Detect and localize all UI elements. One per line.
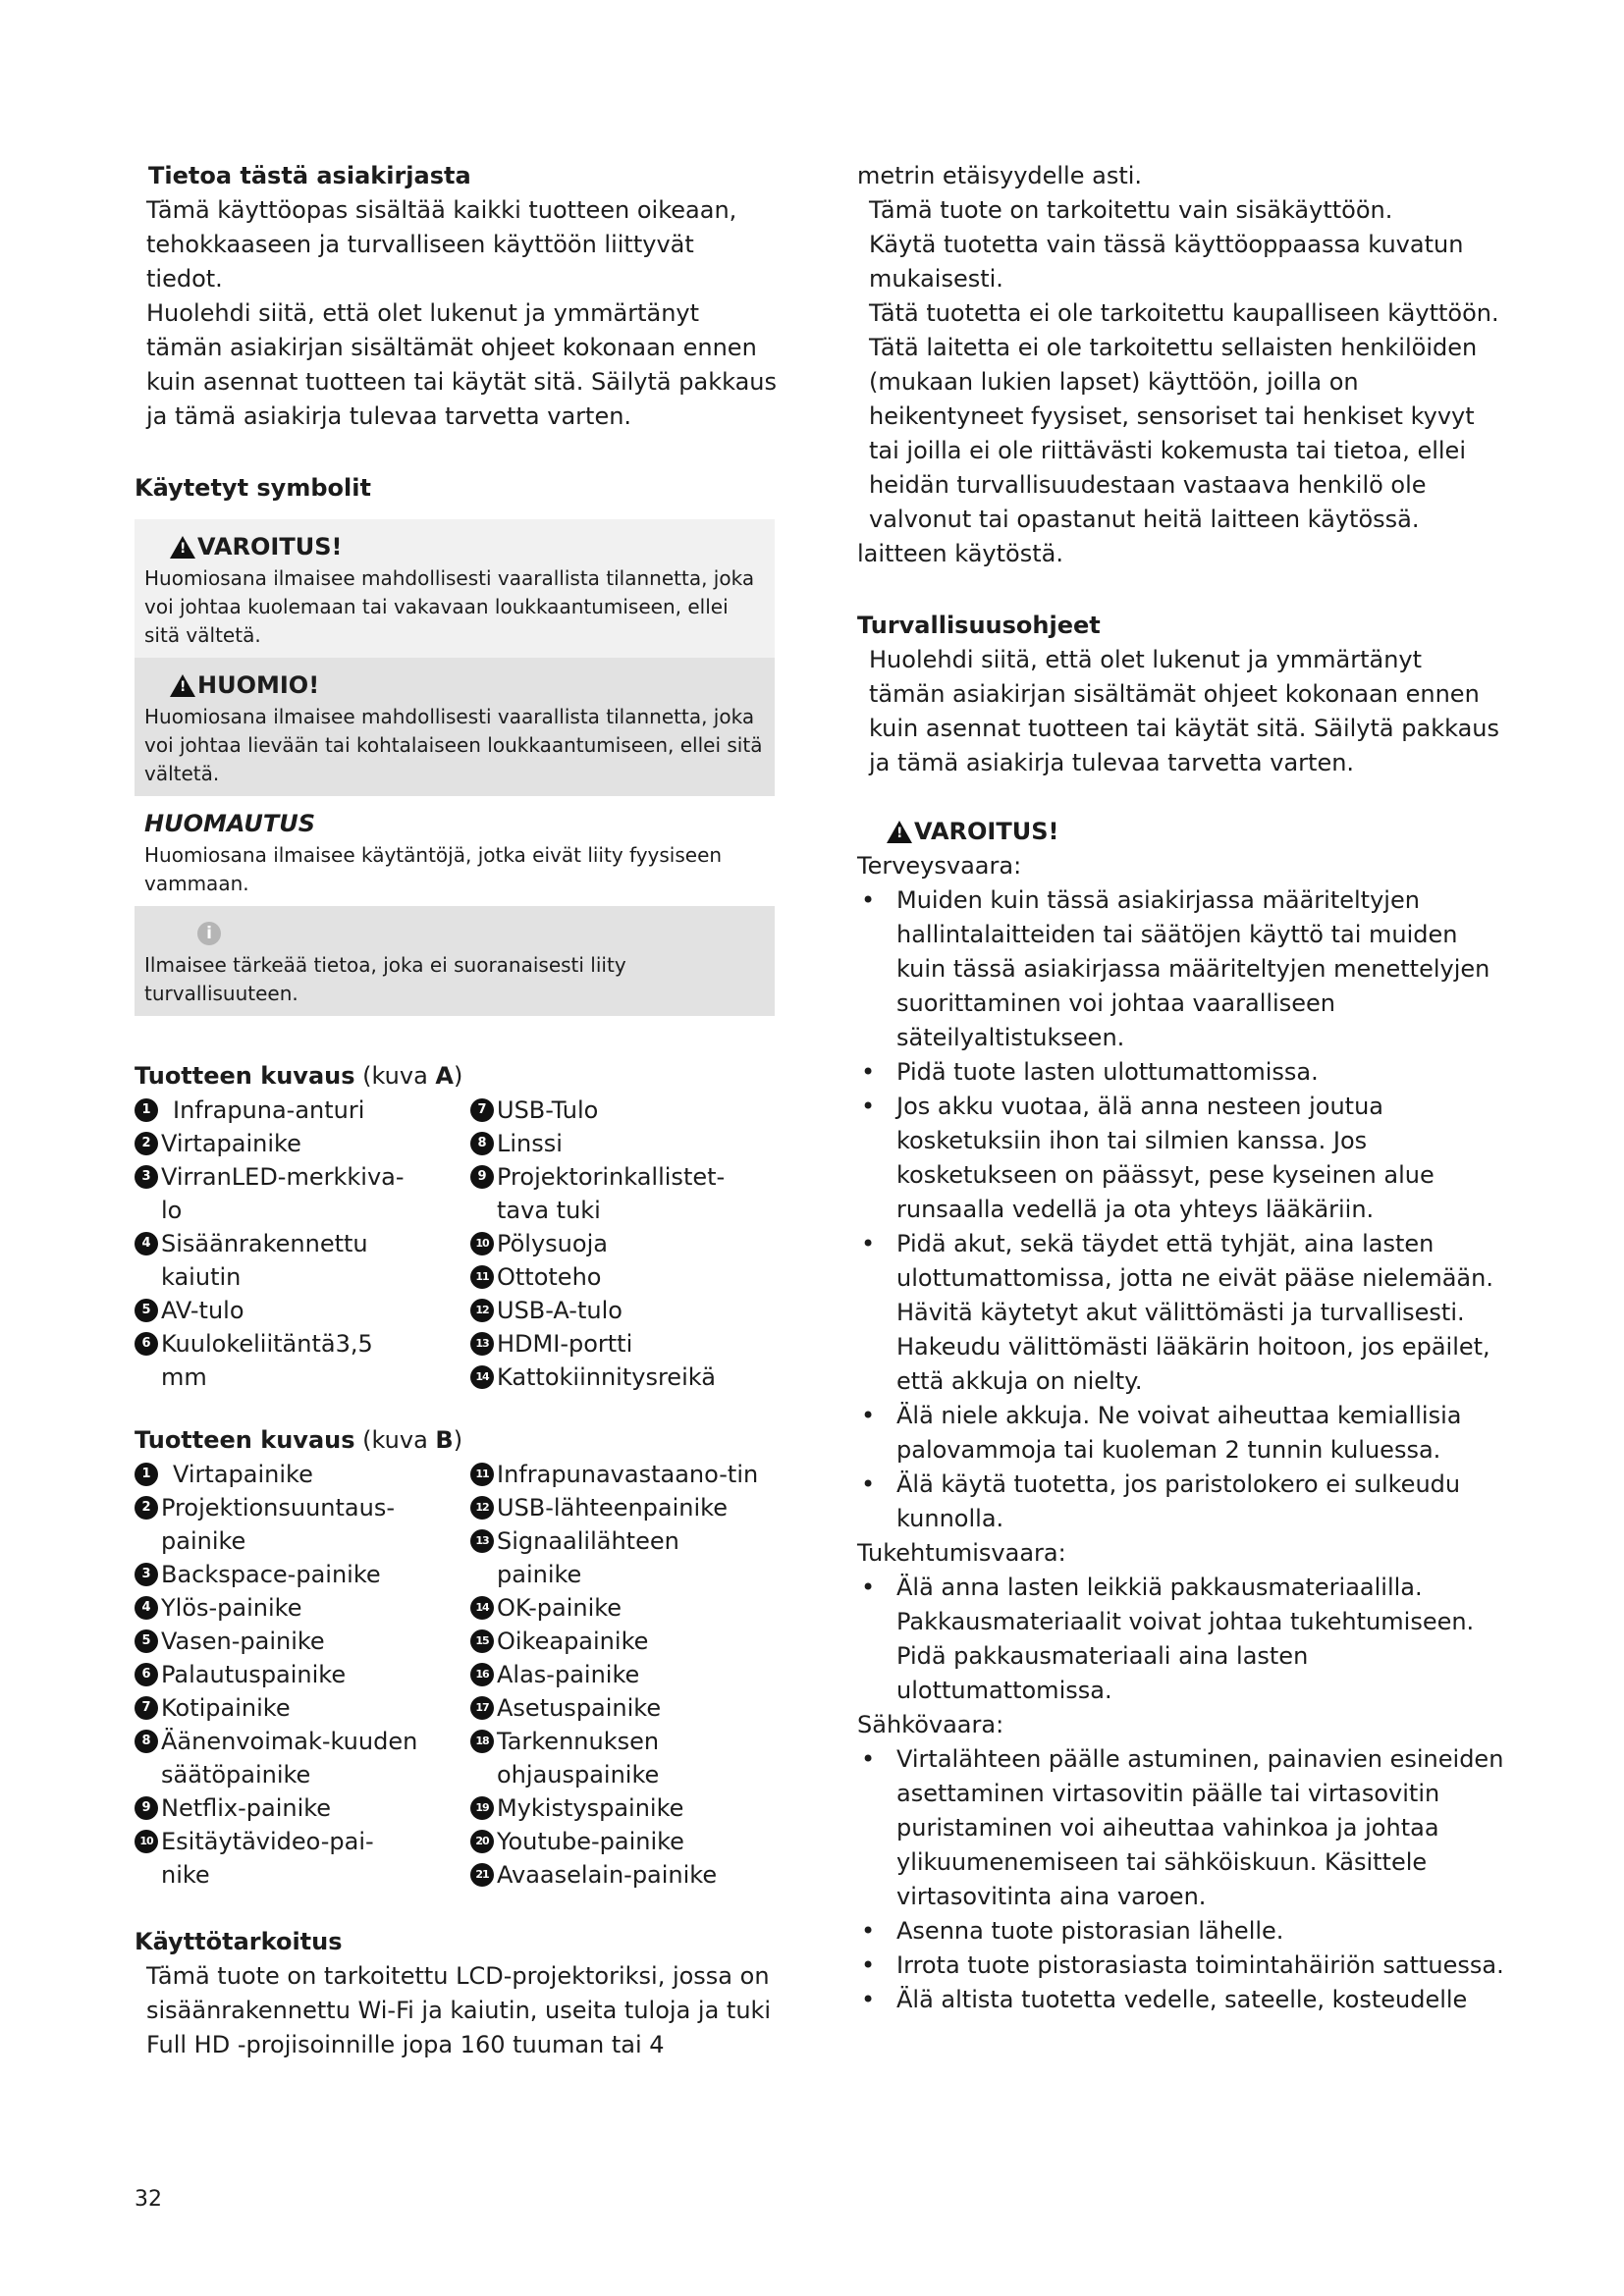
symbol-caution-title: HUOMIO! [197, 671, 320, 699]
purpose-paragraph-3: Käytä tuotetta vain tässä käyttöoppaassa kuvatun mukaisesti. [869, 231, 1464, 293]
list-item: • Jos akku vuotaa, älä anna nesteen joutua kosketuksiin ihon tai silmien kanssa. Jos kosketukseen on päässyt, pese kyseinen alue runsaalla vedellä ja ota yhteys lääkäriin. [857, 1090, 1505, 1227]
purpose-paragraph-4: Tätä tuotetta ei ole tarkoitettu kaupalliseen käyttöön. [869, 299, 1499, 327]
list-item: 20 Youtube-painike [470, 1825, 778, 1858]
purpose-paragraph-1-continued: metrin etäisyydelle asti. [857, 162, 1143, 189]
health-hazard-list [857, 883, 1505, 1536]
list-item: • Irrota tuote pistorasiasta toimintahäiriön sattuessa. [857, 1949, 1505, 1983]
list-item: • Älä anna lasten leikkiä pakkausmateriaalilla. Pakkausmateriaalit voivat johtaa tukehtumiseen. Pidä pakkausmateriaali aina lasten ulottumattomissa. [857, 1571, 1505, 1708]
list-item: 7 USB-Tulo [470, 1094, 778, 1127]
safety-warning-title: ! VAROITUS! [857, 814, 1505, 849]
purpose-paragraph-2: Tämä tuote on tarkoitettu vain sisäkäyttöön. [869, 196, 1393, 224]
list-item: 6 Palautuspainike [135, 1658, 470, 1691]
warning-triangle-icon [170, 536, 195, 559]
symbol-notice-title: HUOMAUTUS [144, 810, 315, 837]
product-b-title: Tuotteen kuvaus (kuva B) [135, 1426, 463, 1454]
symbol-warning-title: VAROITUS! [197, 533, 343, 561]
list-item: • Älä niele akkuja. Ne voivat aiheuttaa kemiallisia palovammoja tai kuoleman 2 tunnin kuluessa. [857, 1399, 1505, 1468]
choke-hazard-list [857, 1571, 1505, 1708]
info-icon: i [197, 922, 221, 945]
list-item: 6 Kuulokeliitäntä3,5 mm [135, 1327, 470, 1394]
list-item: 5 Vasen-painike [135, 1625, 470, 1658]
list-item: 11 Infrapunavastaano-tin [470, 1458, 778, 1491]
list-item: • Asenna tuote pistorasian lähelle. [857, 1914, 1505, 1949]
list-item: 10 Pölysuoja [470, 1227, 778, 1260]
list-item: • Älä altista tuotetta vedelle, sateelle, kosteudelle [857, 1983, 1505, 2017]
about-paragraph-2: Huolehdi siitä, että olet lukenut ja ymmärtänyt tämän asiakirjan sisältämät ohjeet kokonaan ennen kuin asennat tuotteen tai käytät sitä. Säilytä pakkaus ja tämä asiakirja tulevaa tarvetta varten. [146, 299, 777, 430]
list-item: 4 Ylös-painike [135, 1591, 470, 1625]
electric-hazard-list [857, 1742, 1505, 2017]
about-paragraph-1: Tämä käyttöopas sisältää kaikki tuotteen oikeaan, tehokkaaseen ja turvalliseen käyttöön liittyvät tiedot. [146, 196, 737, 293]
list-item: 3 Backspace-painike [135, 1558, 470, 1591]
list-item: 12 USB-lähteenpainike [470, 1491, 778, 1524]
symbols-heading: Käytetyt symbolit [135, 474, 371, 502]
right-column [857, 159, 1505, 2017]
list-item: 9 Netflix-painike [135, 1791, 470, 1825]
symbol-info [135, 906, 775, 1016]
symbol-notice [135, 796, 775, 906]
product-a-col2 [470, 1094, 778, 1394]
list-item: • Pidä tuote lasten ulottumattomissa. [857, 1055, 1505, 1090]
left-column [135, 159, 778, 2062]
list-item: 14 OK-painike [470, 1591, 778, 1625]
safety-intro: Huolehdi siitä, että olet lukenut ja ymmärtänyt tämän asiakirjan sisältämät ohjeet kokonaan ennen kuin asennat tuotteen tai käytät sitä. Säilytä pakkaus ja tämä asiakirja tulevaa tarvetta varten. [869, 646, 1499, 776]
list-item: 1 Virtapainike [135, 1458, 470, 1491]
caution-triangle-icon [170, 674, 195, 697]
purpose-paragraph-1: Tämä tuote on tarkoitettu LCD-projektoriksi, jossa on sisäänrakennettu Wi-Fi ja kaiutin, useita tuloja ja tuki Full HD -projisoinnille jopa 160 tuuman tai 4 [146, 1962, 772, 2058]
page-number: 32 [135, 2187, 162, 2212]
list-item: 5 AV-tulo [135, 1294, 470, 1327]
product-a-list [135, 1094, 778, 1394]
purpose-paragraph-6: laitteen käytöstä. [857, 540, 1063, 567]
symbol-caution-text: Huomiosana ilmaisee mahdollisesti vaarallista tilannetta, joka voi johtaa lievään tai kohtalaiseen loukkaantumiseen, ellei sitä vältetä. [144, 705, 763, 785]
list-item: • Virtalähteen päälle astuminen, painavien esineiden asettaminen virtasovitin päälle tai virtasovitin puristaminen voi aiheuttaa vahinkoa ja johtaa ylikuumenemiseen tai sähköiskuun. Käsittele virtasovitinta aina varoen. [857, 1742, 1505, 1914]
about-section [135, 159, 778, 434]
product-a-title: Tuotteen kuvaus (kuva A) [135, 1062, 463, 1090]
list-item: • Pidä akut, sekä täydet että tyhjät, aina lasten ulottumattomissa, jotta ne eivät pääse nielemään. Hävitä käytetyt akut välittömästi ja turvallisesti. Hakeudu välittömästi lääkärin hoitoon, jos epäilet, että akkuja on nielty. [857, 1227, 1505, 1399]
list-item: 3 VirranLED-merkkiva-lo [135, 1160, 470, 1227]
list-item: 7 Kotipainike [135, 1691, 470, 1725]
list-item: 13 Signaalilähteen painike [470, 1524, 778, 1591]
list-item: 17 Asetuspainike [470, 1691, 778, 1725]
symbol-info-text: Ilmaisee tärkeää tietoa, joka ei suoranaisesti liity turvallisuuteen. [144, 953, 626, 1005]
product-b-col1 [135, 1458, 470, 1892]
warning-triangle-icon [887, 821, 912, 843]
list-item: 18 Tarkennuksen ohjauspainike [470, 1725, 778, 1791]
list-item: 11 Ottoteho [470, 1260, 778, 1294]
safety-heading: Turvallisuusohjeet [857, 612, 1101, 639]
list-item: 21 Avaaselain-painike [470, 1858, 778, 1892]
symbol-notice-text: Huomiosana ilmaisee käytäntöjä, jotka eivät liity fyysiseen vammaan. [144, 843, 723, 895]
list-item: 2 Virtapainike [135, 1127, 470, 1160]
list-item: 16 Alas-painike [470, 1658, 778, 1691]
symbol-warning [135, 519, 775, 658]
list-item: 1 Infrapuna-anturi [135, 1094, 470, 1127]
list-item: 4 Sisäänrakennettu kaiutin [135, 1227, 470, 1294]
purpose-heading: Käyttötarkoitus [135, 1928, 343, 1955]
choke-hazard-label: Tukehtumisvaara: [857, 1539, 1066, 1567]
list-item: 12 USB-A-tulo [470, 1294, 778, 1327]
list-item: 14 Kattokiinnitysreikä [470, 1361, 778, 1394]
list-item: • Muiden kuin tässä asiakirjassa määriteltyjen hallintalaitteiden tai säätöjen käyttö tai muiden kuin tässä asiakirjassa määriteltyjen menettelyjen suorittaminen voi johtaa vaaralliseen säteilyaltistukseen. [857, 883, 1505, 1055]
symbol-warning-text: Huomiosana ilmaisee mahdollisesti vaarallista tilannetta, joka voi johtaa kuolemaan tai vakavaan loukkaantumiseen, ellei sitä vältetä. [144, 566, 755, 647]
list-item: 8 Äänenvoimak-kuuden säätöpainike [135, 1725, 470, 1791]
list-item: 19 Mykistyspainike [470, 1791, 778, 1825]
list-item: 10 Esitäytävideo-pai-nike [135, 1825, 470, 1892]
symbols-panel [135, 519, 775, 1016]
product-b-list [135, 1458, 778, 1892]
health-hazard-label: Terveysvaara: [857, 852, 1022, 880]
product-b-col2 [470, 1458, 778, 1892]
product-a-col1 [135, 1094, 470, 1394]
list-item: 2 Projektionsuuntaus-painike [135, 1491, 470, 1558]
list-item: • Älä käytä tuotetta, jos paristolokero ei sulkeudu kunnolla. [857, 1468, 1505, 1536]
list-item: 13 HDMI-portti [470, 1327, 778, 1361]
list-item: 9 Projektorinkallistet-tava tuki [470, 1160, 778, 1227]
list-item: 8 Linssi [470, 1127, 778, 1160]
about-heading: Tietoa tästä asiakirjasta [148, 162, 471, 189]
list-item: 15 Oikeapainike [470, 1625, 778, 1658]
symbol-caution [135, 658, 775, 796]
purpose-paragraph-5: Tätä laitetta ei ole tarkoitettu sellaisten henkilöiden (mukaan lukien lapset) käyttöön, joilla on heikentyneet fyysiset, sensoriset tai henkiset kyvyt tai joilla ei ole riittävästi kokemusta tai tietoa, ellei heidän turvallisuudestaan vastaava henkilö ole valvonut tai opastanut heitä laitteen käytössä. [869, 334, 1478, 533]
electric-hazard-label: Sähkövaara: [857, 1711, 1004, 1738]
